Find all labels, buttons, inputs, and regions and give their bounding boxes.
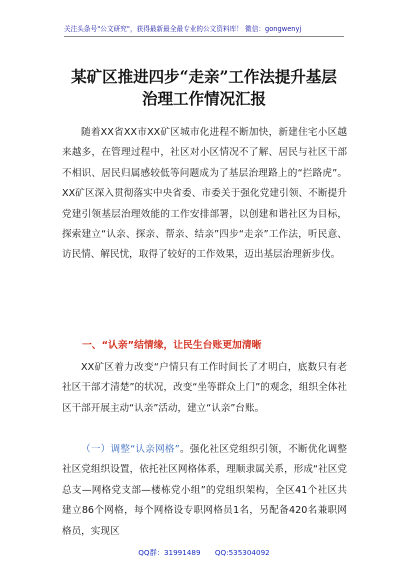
section1-paragraph: XX矿区着力改变“户情只有工作时间长了才明白，底数只有老社区干部才清楚”的状况，改变“坐等群众上门”的观念，组织全体社区干部开展主动“认亲”活动，建立“认亲”台账。: [62, 362, 347, 414]
header-divider: [64, 36, 344, 37]
footer-qq-group: QQ群：31991489: [138, 548, 201, 557]
footer: [0, 548, 408, 558]
document-title: [40, 66, 368, 110]
title-line-2: 治理工作情况汇报: [141, 89, 266, 108]
header-banner: 关注头条号"公文研究"，获得最新最全最专业的公文资料库！ 微信：gongwenyj: [64, 25, 302, 33]
section-heading-1: 一、“认亲”结情缘，让民生台账更加清晰: [82, 340, 262, 351]
subsection1-paragraph: [62, 440, 347, 542]
subsection1-text: 。强化社区党组织引领，不断优化调整社区党组织设置，依托社区网格体系，理顺隶属关系，形成“社区党总支—网格党支部—楼栋党小组”的党组织架构，全区41个社区共建立86个网格，每个网格设专职网格员1名，另配备420名兼职网格员，实现区: [62, 444, 347, 537]
intro-paragraph: 随着XX省XX市XX矿区城市化进程不断加快，新建住宅小区越来越多，在管理过程中，社区对小区情况不了解、居民与社区干部不相识、居民归属感较低等问题成为了基层治理路上的“拦路虎”。XX矿区深入贯彻落实中央省委、市委关于强化党建引领、不断提升党建引领基层治理效能的工作安排部署，以创建和谐社区为目标，探索建立“认亲、探亲、帮亲、结亲”四步“走亲”工作法，听民意、访民情、解民忧，取得了较好的工作效果，迈出基层治理新步伐。: [62, 127, 347, 261]
subsection-heading-1: （一）调整“认亲网格”: [81, 444, 180, 455]
title-line-1: 某矿区推进四步“走亲”工作法提升基层: [71, 67, 337, 86]
footer-qq: QQ:535304092: [214, 548, 270, 557]
